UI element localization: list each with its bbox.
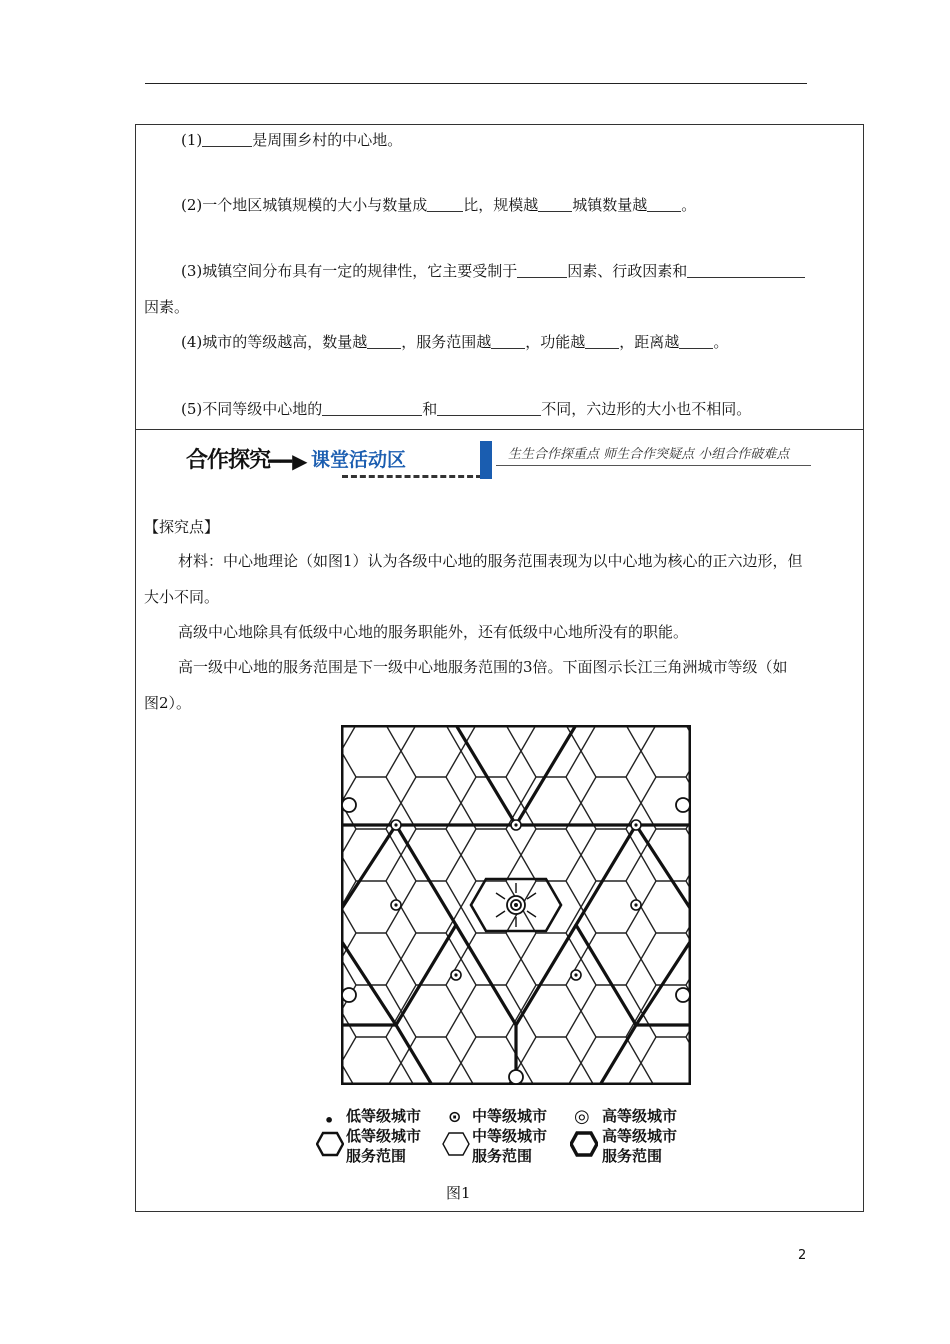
q4-blank-2[interactable] — [491, 334, 525, 349]
q2-num: (2) — [181, 196, 203, 214]
section-label: 【探究点】 — [144, 518, 220, 536]
q2-text-b: 比，规模越 — [463, 196, 539, 214]
paragraph-1a: 材料：中心地理论（如图1）认为各级中心地的服务范围表现为以中心地为核心的正六边形，但 — [178, 552, 803, 570]
q4-num: (4) — [181, 333, 203, 351]
banner-accent-box — [480, 441, 492, 479]
q4-text-a: 城市的等级越高，数量越 — [202, 333, 368, 351]
q5-text-a: 不同等级中心地的 — [202, 400, 323, 418]
arrow-right-icon: ━━▶ — [268, 449, 308, 473]
question-4 — [181, 332, 728, 352]
legend-low-range-2: 服务范围 — [346, 1147, 407, 1165]
high-city-icon: ◎ — [574, 1106, 590, 1127]
q5-blank-1[interactable] — [322, 401, 422, 416]
page-number: 2 — [798, 1248, 807, 1263]
q2-blank-1[interactable] — [427, 197, 463, 212]
question-2 — [181, 195, 696, 215]
q2-text-a: 一个地区城镇规模的大小与数量成 — [202, 196, 428, 214]
header-rule — [145, 83, 807, 84]
question-3-cont: 因素。 — [144, 298, 190, 316]
activity-banner — [186, 441, 816, 483]
q4-blank-1[interactable] — [367, 334, 401, 349]
mid-city-icon: ⊙ — [448, 1107, 462, 1126]
paragraph-3a: 高一级中心地的服务范围是下一级中心地服务范围的3倍。下面图示长江三角洲城市等级（如 — [178, 658, 788, 676]
q4-blank-3[interactable] — [585, 334, 619, 349]
legend-high-range-2: 服务范围 — [602, 1147, 663, 1165]
paragraph-1b: 大小不同。 — [144, 588, 220, 606]
banner-underline — [496, 465, 811, 466]
banner-left-label: 合作探究 — [186, 448, 271, 473]
legend-low-city: 低等级城市 — [346, 1107, 422, 1125]
q5-text-b: 和 — [422, 400, 438, 418]
high-range-hex-icon — [570, 1131, 598, 1157]
q2-text-d: 。 — [681, 196, 697, 214]
legend — [312, 1107, 732, 1167]
q3-num: (3) — [181, 262, 203, 280]
paragraph-3b: 图2）。 — [144, 694, 192, 712]
q3-blank-1[interactable] — [517, 263, 567, 278]
legend-low-range-1: 低等级城市 — [346, 1127, 422, 1145]
q2-blank-2[interactable] — [538, 197, 572, 212]
central-place-diagram — [341, 725, 691, 1085]
legend-mid-range-1: 中等级城市 — [472, 1127, 548, 1145]
q3-text-b: 因素、行政因素和 — [567, 262, 688, 280]
low-range-hex-icon — [316, 1131, 344, 1157]
banner-tagline: 生生合作探重点 师生合作突疑点 小组合作破难点 — [508, 447, 790, 462]
legend-mid-city: 中等级城市 — [472, 1107, 548, 1125]
q4-text-c: ，功能越 — [525, 333, 586, 351]
banner-title: 课堂活动区 — [311, 449, 407, 471]
q2-blank-3[interactable] — [647, 197, 681, 212]
q5-num: (5) — [181, 400, 203, 418]
q1-num: (1) — [181, 131, 203, 149]
q5-text-c: 不同，六边形的大小也不相同。 — [541, 400, 752, 418]
q4-text-e: 。 — [713, 333, 729, 351]
q4-text-d: ，距离越 — [619, 333, 680, 351]
legend-high-range-1: 高等级城市 — [602, 1127, 678, 1145]
question-3 — [181, 261, 805, 281]
figure-caption: 图1 — [446, 1184, 471, 1202]
q4-text-b: ，服务范围越 — [401, 333, 492, 351]
question-5 — [181, 399, 751, 419]
q4-blank-4[interactable] — [679, 334, 713, 349]
q3-blank-2[interactable] — [687, 263, 805, 278]
question-1 — [181, 130, 402, 150]
q5-blank-2[interactable] — [437, 401, 541, 416]
legend-mid-range-2: 服务范围 — [472, 1147, 533, 1165]
q2-text-c: 城镇数量越 — [572, 196, 648, 214]
section-divider — [136, 429, 863, 430]
paragraph-2: 高级中心地除具有低级中心地的服务职能外，还有低级中心地所没有的职能。 — [178, 623, 689, 641]
legend-high-city: 高等级城市 — [602, 1107, 678, 1125]
q1-blank[interactable] — [202, 132, 252, 147]
q1-text: 是周围乡村的中心地。 — [252, 131, 403, 149]
content-frame — [135, 124, 864, 1212]
banner-dash — [342, 475, 482, 478]
q3-text-a: 城镇空间分布具有一定的规律性，它主要受制于 — [202, 262, 518, 280]
low-city-dot-icon: • — [324, 1111, 335, 1130]
mid-range-hex-icon — [442, 1131, 470, 1157]
